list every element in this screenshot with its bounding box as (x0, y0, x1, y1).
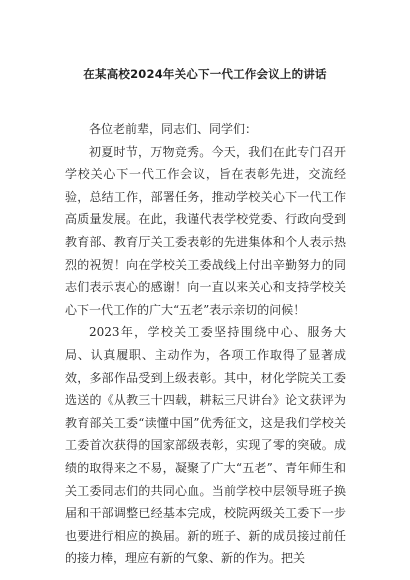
salutation: 各位老前辈，同志们、同学们： (89, 122, 258, 136)
document-title: 在某高校2024年关心下一代工作会议上的讲话 (83, 67, 327, 81)
paragraph-1: 初夏时节，万物竞秀。今天，我们在此专门召开学校关心下一代工作会议，旨在表彰先进，交流经验，总结工作，部署任务，推动学校关心下一代工作高质量发展。在此，我谨代表学校党委、行政向受到教育部、教育厅关工委表彰的先进集体和个人表示热烈的祝贺！向在学校关工委战线上付出辛勤努力的同志们表示衷心的感谢！向一直以来关心和支持学校关心下一代工作的广大“五老”表示亲切的问候！ (65, 144, 346, 317)
document-body (65, 118, 346, 570)
paragraph-2: 2023年，学校关工委坚持围绕中心、服务大局、认真履职、主动作为，各项工作取得了显著成效，多部作品受到上级表彰。其中，材化学院关工委选送的《从教三十四载，耕耘三尺讲台》论文获评为教育部关工委“读懂中国”优秀征文，这是我们学校关工委首次获得的国家部级表彰，实现了零的突破。成绩的取得来之不易，凝聚了广大“五老”、青年师生和关工委同志们的共同心血。当前学校中层领导班子换届和干部调整已经基本完成，校院两级关工委下一步也要进行相应的换届。新的班子、新的成员接过前任的接力棒，理应有新的气象、新的作为。把关 (65, 325, 346, 566)
